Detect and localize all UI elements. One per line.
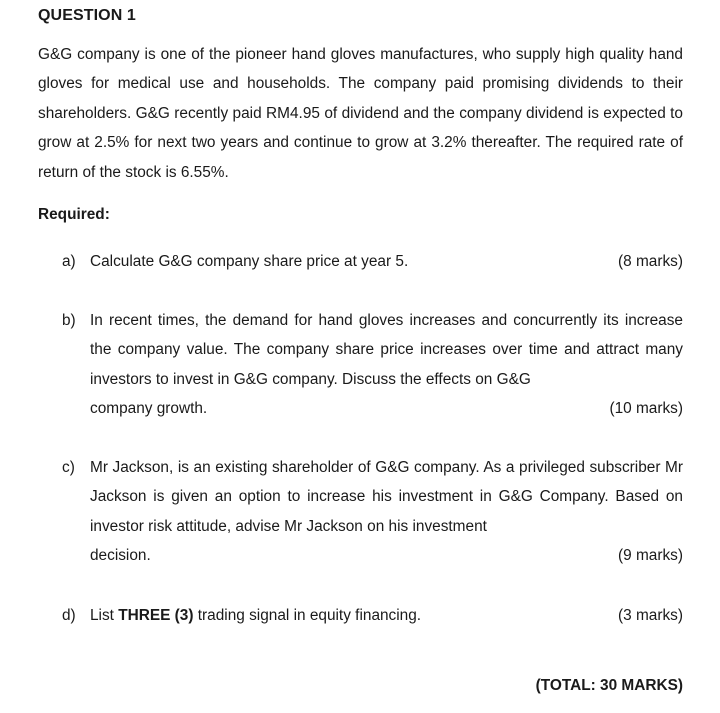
question-title: QUESTION 1 <box>38 7 136 24</box>
total-marks: (TOTAL: 30 MARKS) <box>535 677 683 694</box>
item-letter: a) <box>62 253 76 270</box>
item-text-bold: THREE (3) <box>118 607 194 624</box>
item-text: Calculate G&G company share price at year 5. <box>90 253 409 270</box>
item-letter: b) <box>62 312 76 329</box>
item-text-last-line: company growth. <box>90 400 208 418</box>
question-item-a <box>62 247 683 276</box>
item-letter: c) <box>62 459 75 476</box>
required-heading: Required: <box>38 206 110 223</box>
question-item-c <box>62 453 683 571</box>
question-item-d <box>62 601 683 630</box>
question-intro: G&G company is one of the pioneer hand gloves manufactures, who supply high quality hand gloves for medical use and households. The company paid promising dividends to their shareholders. G&G recently paid RM4.95 of dividend and the company dividend is expected to grow at 2.5% for next two years and continue to grow at 3.2% thereafter. The required rate of return of the stock is 6.55%. <box>38 46 683 181</box>
item-marks: (9 marks) <box>618 547 683 565</box>
item-marks: (10 marks) <box>609 400 683 418</box>
item-letter: d) <box>62 607 76 624</box>
item-text <box>90 601 421 630</box>
item-text: Mr Jackson, is an existing shareholder of G&G company. As a privileged subscriber Mr Jackson is given an option to increase his investment in G&G Company. Based on investor risk attitude, advise Mr Jackson on his investment <box>90 459 683 535</box>
item-marks: (3 marks) <box>618 607 683 624</box>
item-text-prefix: List <box>90 607 119 624</box>
item-marks: (8 marks) <box>618 253 683 270</box>
item-text-last-line: decision. <box>90 547 151 565</box>
item-text-suffix: trading signal in equity financing. <box>193 607 422 624</box>
question-item-b <box>62 306 683 424</box>
item-text: In recent times, the demand for hand gloves increases and concurrently its increase the company value. The company share price increases over time and attract many investors to invest in G&G company. Discuss the effects on G&G <box>90 312 683 388</box>
